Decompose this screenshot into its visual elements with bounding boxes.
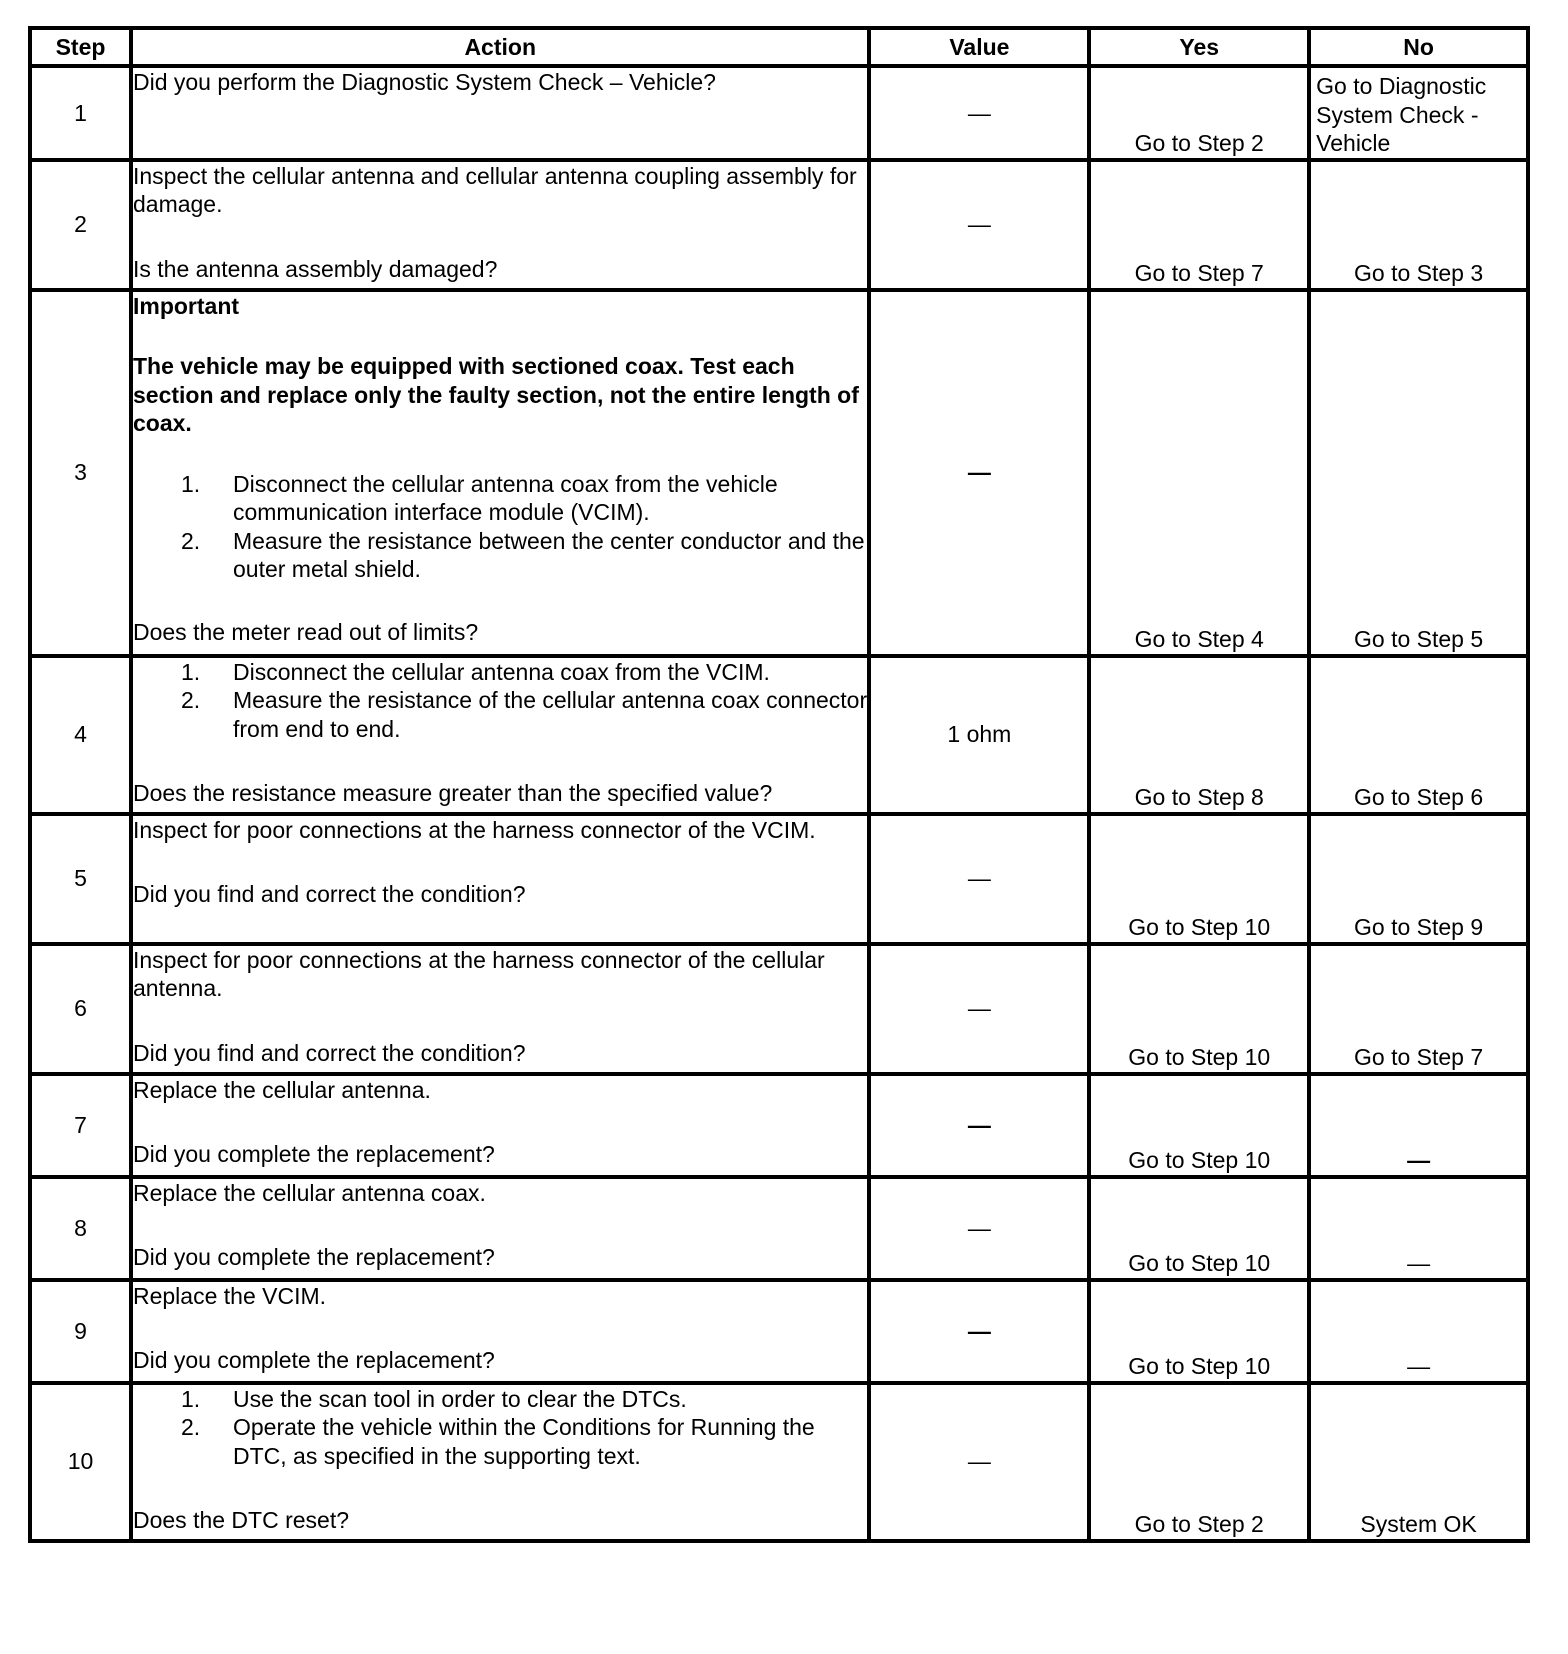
procedure-list	[133, 1385, 867, 1471]
action-text: Inspect for poor connections at the harness connector of the cellular antenna.	[132, 946, 825, 1001]
value-cell: —	[869, 1280, 1089, 1383]
header-row	[30, 28, 1528, 66]
action-question: Does the meter read out of limits?	[132, 618, 479, 645]
step-number: 6	[30, 944, 131, 1074]
no-cell: —	[1309, 1177, 1528, 1280]
action-question: Did you complete the replacement?	[132, 1347, 495, 1373]
action-cell	[131, 1280, 869, 1383]
value-cell: —	[869, 290, 1089, 656]
step-number: 4	[30, 656, 131, 814]
value-cell: —	[869, 814, 1089, 944]
no-cell: Go to Step 6	[1309, 656, 1528, 814]
action-cell	[131, 944, 869, 1074]
value-cell: —	[869, 1177, 1089, 1280]
header-step: Step	[30, 28, 131, 66]
table-row	[30, 1280, 1528, 1383]
yes-cell: Go to Step 10	[1089, 944, 1309, 1074]
action-question: Did you find and correct the condition?	[132, 1039, 526, 1066]
no-cell: System OK	[1309, 1383, 1528, 1541]
no-cell: —	[1309, 1280, 1528, 1383]
list-item: 1. Use the scan tool in order to clear the DTCs.	[180, 1385, 687, 1412]
header-yes: Yes	[1089, 28, 1309, 66]
list-item: 2. Measure the resistance of the cellular antenna coax connector from end to end.	[180, 687, 868, 742]
action-cell	[131, 290, 869, 656]
table-row	[30, 160, 1528, 290]
list-item: 2. Measure the resistance between the center conductor and the outer metal shield.	[180, 527, 865, 582]
action-text: Inspect for poor connections at the harness connector of the VCIM.	[132, 816, 816, 843]
action-text: Replace the cellular antenna.	[132, 1076, 431, 1103]
table-row	[30, 944, 1528, 1074]
step-number: 10	[30, 1383, 131, 1541]
yes-cell: Go to Step 10	[1089, 1177, 1309, 1280]
step-number: 9	[30, 1280, 131, 1383]
yes-cell: Go to Step 2	[1089, 1383, 1309, 1541]
action-cell	[131, 66, 869, 160]
action-question: Did you find and correct the condition?	[132, 881, 526, 907]
step-number: 8	[30, 1177, 131, 1280]
action-question: Does the resistance measure greater than the specified value?	[132, 780, 773, 806]
action-cell	[131, 814, 869, 944]
action-text: Did you perform the Diagnostic System Check – Vehicle?	[132, 69, 716, 95]
step-number: 1	[30, 66, 131, 160]
table-row	[30, 1074, 1528, 1177]
value-cell: —	[869, 160, 1089, 290]
action-cell	[131, 1383, 869, 1541]
important-title: Important	[132, 292, 240, 319]
list-item: 1. Disconnect the cellular antenna coax from the VCIM.	[180, 658, 770, 685]
action-text: Replace the cellular antenna coax.	[132, 1179, 486, 1206]
step-number: 2	[30, 160, 131, 290]
action-question: Is the antenna assembly damaged?	[132, 255, 498, 282]
no-cell: Go to Step 9	[1309, 814, 1528, 944]
procedure-list	[133, 470, 867, 584]
diagnostic-table	[28, 26, 1530, 1543]
action-cell	[131, 1177, 869, 1280]
table-row	[30, 1177, 1528, 1280]
yes-cell: Go to Step 7	[1089, 160, 1309, 290]
important-text: The vehicle may be equipped with sectioned coax. Test each section and replace only the faulty section, not the entire length of coax.	[132, 353, 859, 436]
yes-cell: Go to Step 10	[1089, 1074, 1309, 1177]
action-text: Inspect the cellular antenna and cellular antenna coupling assembly for damage.	[132, 162, 857, 217]
value-cell: —	[869, 66, 1089, 160]
table-row	[30, 814, 1528, 944]
table-row	[30, 1383, 1528, 1541]
action-question: Did you complete the replacement?	[132, 1244, 495, 1270]
table-row	[30, 656, 1528, 814]
no-cell: Go to Step 5	[1309, 290, 1528, 656]
value-cell: —	[869, 1074, 1089, 1177]
step-number: 3	[30, 290, 131, 656]
table-row	[30, 66, 1528, 160]
procedure-list	[133, 658, 867, 744]
no-cell: —	[1309, 1074, 1528, 1177]
yes-cell: Go to Step 10	[1089, 814, 1309, 944]
yes-cell: Go to Step 10	[1089, 1280, 1309, 1383]
action-cell	[131, 656, 869, 814]
value-cell: —	[869, 1383, 1089, 1541]
value-cell: —	[869, 944, 1089, 1074]
action-question: Did you complete the replacement?	[132, 1141, 495, 1167]
step-number: 5	[30, 814, 131, 944]
no-cell: Go to Step 7	[1309, 944, 1528, 1074]
no-cell: Go to Step 3	[1309, 160, 1528, 290]
list-item: 1. Disconnect the cellular antenna coax from the vehicle communication interface module (VCIM).	[180, 470, 778, 525]
header-no: No	[1309, 28, 1528, 66]
yes-cell: Go to Step 8	[1089, 656, 1309, 814]
yes-cell: Go to Step 4	[1089, 290, 1309, 656]
value-cell: 1 ohm	[869, 656, 1089, 814]
action-cell	[131, 160, 869, 290]
table-row	[30, 290, 1528, 656]
header-action: Action	[131, 28, 869, 66]
header-value: Value	[869, 28, 1089, 66]
step-number: 7	[30, 1074, 131, 1177]
action-text: Replace the VCIM.	[132, 1282, 327, 1309]
yes-cell: Go to Step 2	[1089, 66, 1309, 160]
no-cell: Go to Diagnostic System Check - Vehicle	[1309, 66, 1528, 160]
list-item: 2. Operate the vehicle within the Conditions for Running the DTC, as specified in the supporting text.	[180, 1414, 815, 1469]
action-question: Does the DTC reset?	[132, 1507, 350, 1533]
action-cell	[131, 1074, 869, 1177]
